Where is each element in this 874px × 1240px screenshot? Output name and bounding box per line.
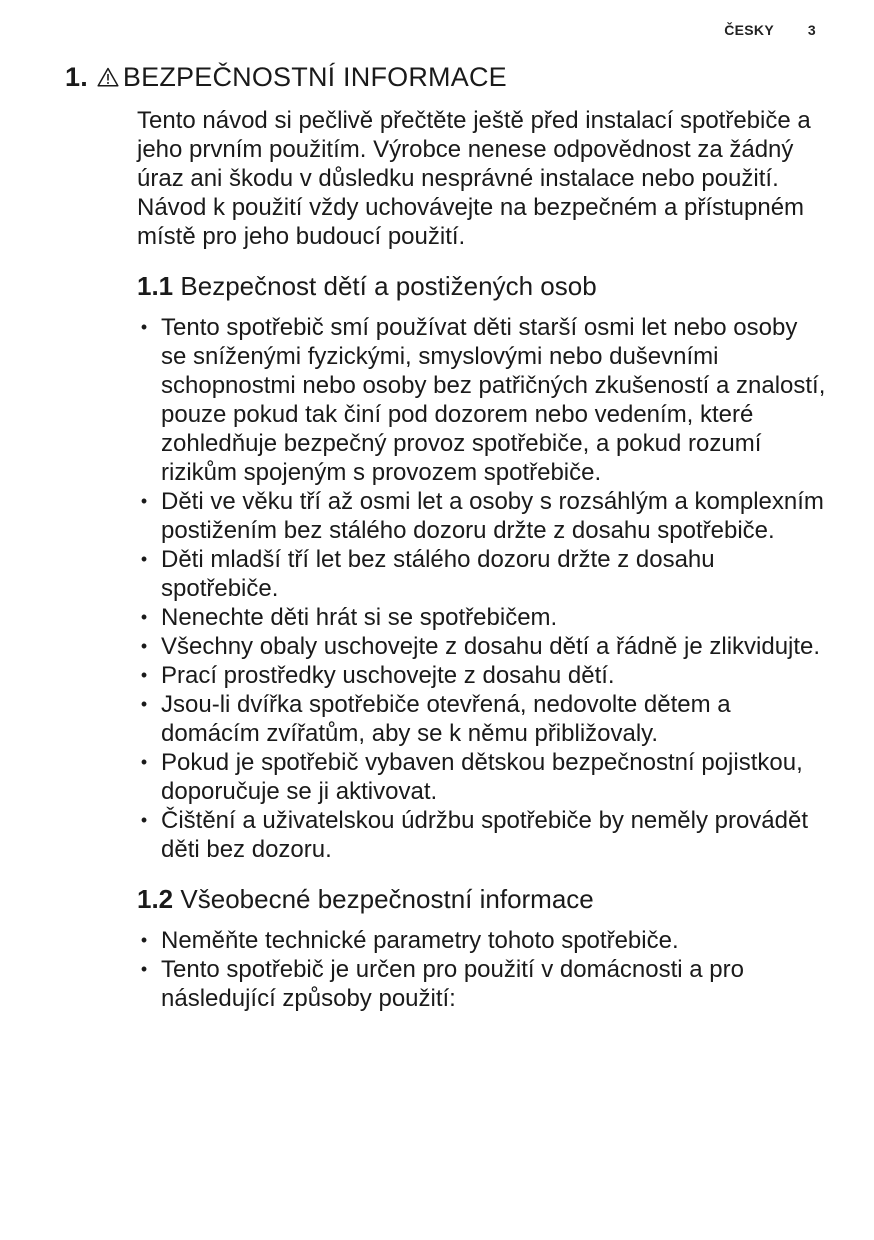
section-title: BEZPEČNOSTNÍ INFORMACE bbox=[122, 62, 507, 92]
subsection-title: Všeobecné bezpečnostní informace bbox=[180, 884, 594, 914]
warning-triangle-icon bbox=[97, 63, 119, 94]
bullet-icon: • bbox=[140, 491, 148, 511]
list-item-text: Neměňte technické parametry tohoto spotřebiče. bbox=[161, 927, 679, 954]
section-number: 1. bbox=[65, 62, 88, 92]
list-item-text: Prací prostředky uschovejte z dosahu dětí. bbox=[161, 662, 615, 689]
subsection-number: 1.1 bbox=[137, 271, 174, 301]
page-number: 3 bbox=[807, 22, 816, 38]
bullet-icon: • bbox=[140, 317, 148, 337]
list-item bbox=[137, 313, 827, 487]
list-item bbox=[137, 748, 827, 806]
list-item bbox=[137, 487, 827, 545]
language-label: ČESKY bbox=[724, 22, 774, 38]
list-item bbox=[137, 603, 827, 632]
bullet-icon: • bbox=[140, 930, 148, 950]
safety-list-general bbox=[137, 926, 827, 1013]
subsection-title: Bezpečnost dětí a postižených osob bbox=[180, 271, 597, 301]
bullet-icon: • bbox=[140, 959, 148, 979]
bullet-icon: • bbox=[140, 665, 148, 685]
bullet-icon: • bbox=[140, 694, 148, 714]
list-item-text: Tento spotřebič je určen pro použití v domácnosti a pro následující způsoby použití: bbox=[161, 956, 744, 1012]
bullet-icon: • bbox=[140, 810, 148, 830]
list-item-text: Nenechte děti hrát si se spotřebičem. bbox=[161, 604, 558, 631]
subsection-heading-1-2 bbox=[137, 884, 827, 914]
list-item bbox=[137, 690, 827, 748]
list-item-text: Tento spotřebič smí používat děti starší osmi let nebo osoby se sníženými fyzickými, smyslovými nebo duševními schopnostmi nebo osoby bez patřičných zkušeností a znalostí, pouze pokud tak činí pod dozorem nebo vedením, které zohledňuje bezpečný provoz spotřebiče, a pokud rozumí rizikům spojeným s provozem spotřebiče. bbox=[161, 314, 826, 486]
bullet-icon: • bbox=[140, 752, 148, 772]
list-item-text: Děti ve věku tří až osmi let a osoby s rozsáhlým a komplexním postižením bez stálého dozoru držte z dosahu spotřebiče. bbox=[161, 488, 824, 544]
list-item bbox=[137, 545, 827, 603]
section-heading bbox=[65, 62, 507, 94]
list-item-text: Jsou-li dvířka spotřebiče otevřená, nedovolte dětem a domácím zvířatům, aby se k němu přibližovaly. bbox=[161, 691, 731, 747]
main-content bbox=[137, 106, 827, 1013]
subsection-heading-1-1 bbox=[137, 271, 827, 301]
list-item-text: Čištění a uživatelskou údržbu spotřebiče by neměly provádět děti bez dozoru. bbox=[161, 807, 809, 863]
bullet-icon: • bbox=[140, 607, 148, 627]
list-item bbox=[137, 632, 827, 661]
bullet-icon: • bbox=[140, 549, 148, 569]
list-item bbox=[137, 926, 827, 955]
subsection-number: 1.2 bbox=[137, 884, 174, 914]
page-header bbox=[724, 22, 816, 38]
list-item-text: Všechny obaly uschovejte z dosahu dětí a řádně je zlikvidujte. bbox=[161, 633, 821, 660]
list-item bbox=[137, 661, 827, 690]
safety-list-children bbox=[137, 313, 827, 864]
list-item bbox=[137, 806, 827, 864]
bullet-icon: • bbox=[140, 636, 148, 656]
intro-paragraph: Tento návod si pečlivě přečtěte ještě před instalací spotřebiče a jeho prvním použitím. Výrobce nenese odpovědnost za žádný úraz ani škodu v důsledku nesprávné instalace nebo použití. Návod k použití vždy uchovávejte na bezpečném a přístupném místě pro jeho budoucí použití. bbox=[137, 107, 811, 250]
list-item-text: Děti mladší tří let bez stálého dozoru držte z dosahu spotřebiče. bbox=[161, 546, 715, 602]
list-item bbox=[137, 955, 827, 1013]
list-item-text: Pokud je spotřebič vybaven dětskou bezpečnostní pojistkou, doporučuje se ji aktivovat. bbox=[161, 749, 803, 805]
